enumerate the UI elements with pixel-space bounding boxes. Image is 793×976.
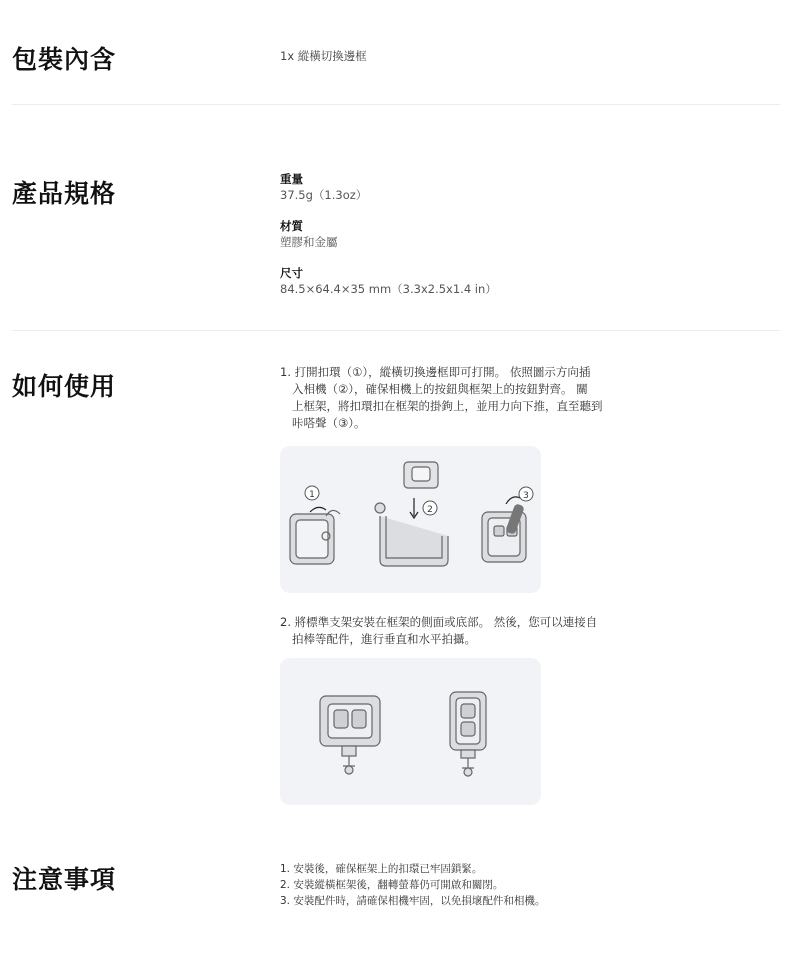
vertical-mount-illustration [450, 692, 486, 776]
spec-weight [280, 171, 367, 203]
note-item: 1. 安裝後，確保框架上的扣環已牢固鎖緊。 [280, 863, 483, 875]
usage-step-2 [280, 614, 650, 648]
install-illustration-2 [280, 658, 541, 805]
spec-label: 尺寸 [280, 266, 303, 280]
step-line: 入相機（②），確保相機上的按鈕與框架上的按鈕對齊。 關 [292, 382, 588, 396]
spec-value: 84.5×64.4×35 mm（3.3x2.5x1.4 in） [280, 282, 497, 296]
step-line: 拍棒等配件，進行垂直和水平拍攝。 [292, 632, 476, 646]
spec-label: 材質 [280, 219, 303, 233]
package-section-title: 包裝內含 [12, 45, 117, 74]
usage-section-title: 如何使用 [12, 372, 117, 401]
step-line: 2. 將標準支架安裝在框架的側面或底部。 然後，您可以連接自 [280, 615, 598, 629]
install-figure-2 [280, 658, 541, 805]
usage-step-1 [280, 364, 650, 432]
notes-list [280, 861, 545, 909]
frame-open-illustration [290, 510, 340, 564]
spec-value: 37.5g（1.3oz） [280, 188, 368, 202]
notes-section-title: 注意事項 [12, 865, 117, 894]
marker-2-text: 2 [427, 505, 433, 515]
spec-label: 重量 [280, 172, 303, 186]
step-line: 上框架，將扣環扣在框架的掛鉤上，並用力向下推，直至聽到 [292, 399, 603, 413]
spec-dimensions [280, 265, 497, 297]
step-line: 咔嗒聲（③）。 [292, 416, 366, 430]
arrow-icon [506, 497, 520, 504]
spec-value: 塑膠和金屬 [280, 235, 338, 249]
divider [12, 104, 780, 105]
horizontal-mount-illustration [320, 696, 380, 774]
note-item: 2. 安裝縱橫框架後，翻轉螢幕仍可開啟和關閉。 [280, 879, 504, 891]
install-illustration-1 [280, 446, 541, 593]
step-line: 1. 打開扣環（①），縱橫切換邊框即可打開。 依照圖示方向插 [280, 365, 591, 379]
marker-1-text: 1 [309, 490, 315, 500]
arrow-icon [310, 507, 326, 512]
package-item: 1x 縱橫切換邊框 [280, 49, 367, 63]
divider [12, 330, 780, 331]
spec-material [280, 218, 338, 250]
install-figure-1 [280, 446, 541, 593]
note-item: 3. 安裝配件時，請確保相機牢固，以免損壞配件和相機。 [280, 895, 546, 907]
specs-section-title: 產品規格 [12, 179, 117, 208]
marker-3-text: 3 [523, 491, 529, 501]
